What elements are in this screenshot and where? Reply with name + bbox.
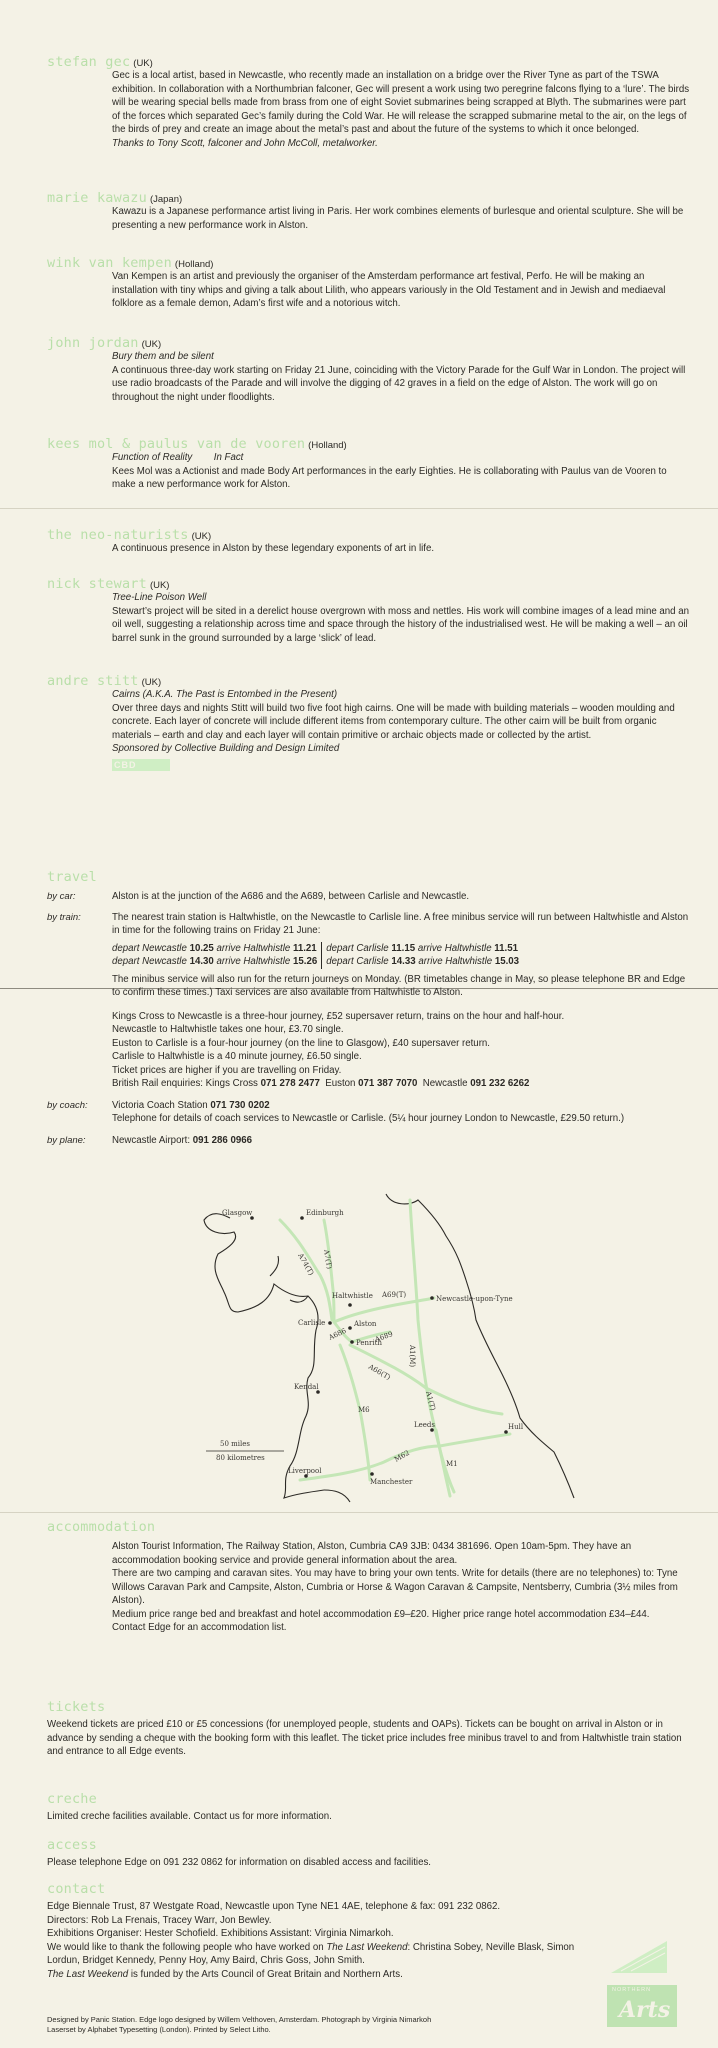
work-title: Tree-Line Poison Well — [112, 592, 207, 603]
artist-name: stefan gec — [47, 54, 131, 70]
scale-miles: 50 miles — [220, 1440, 250, 1448]
map-place-label: Newcastle-upon-Tyne — [436, 1295, 513, 1303]
work-title: Cairns (A.K.A. The Past is Entombed in the Present) — [112, 689, 338, 700]
work-title: Function of Reality In Fact — [112, 452, 244, 463]
map-scale — [206, 1440, 284, 1462]
rail-info: Ticket prices are higher if you are travelling on Friday. — [112, 1064, 342, 1076]
artist-description: Over three days and nights Stitt will build two five foot high cairns. One will be made with building materials – wooden moulding and concrete. Each layer of concrete will include different items from contemporary culture. The other cairn will be built from organic materials – earth and clay and each layer will contain primitive or archaic objects made or collected by the artist. — [112, 702, 675, 741]
artist-name: marie kawazu — [47, 190, 147, 206]
contact-heading: contact — [47, 1881, 106, 1897]
scale-km: 80 kilometres — [216, 1454, 265, 1462]
accommodation-text: Contact Edge for an accommodation list. — [112, 1622, 287, 1633]
cbd-logo: CBD — [112, 759, 170, 771]
map-place-label: Glasgow — [222, 1209, 253, 1217]
train-text: The nearest train station is Haltwhistle, on the Newcastle to Carlisle line. A free minibus service will run between Haltwhistle and Alston in time for the following trains on Friday 21 June: — [112, 911, 689, 936]
credits-line: Laserset by Alphabet Typesetting (London). Printed by Select Litho. — [47, 2025, 271, 2034]
artist-name: the neo-naturists — [47, 527, 189, 543]
map-place-label: Haltwhistle — [332, 1292, 373, 1300]
map-place-label: Leeds — [414, 1421, 436, 1429]
rail-enquiries: British Rail enquiries: Kings Cross 071 278 2477 Euston 071 387 7070 Newcastle 091 232 6262 — [112, 1078, 530, 1089]
car-label: by car: — [47, 891, 76, 902]
artist-nick-stewart — [0, 576, 718, 645]
coach-text: Telephone for details of coach services to Newcastle or Carlisle. (5¼ hour journey London to Newcastle, £29.50 return.) — [112, 1113, 625, 1124]
artist-stefan-gec — [0, 54, 718, 150]
tickets-text: Weekend tickets are priced £10 or £5 concessions (for unemployed people, students and OAPs). Tickets can be bought on arrival in Alston or in advance by sending a cheque with the booking form with this leaflet. The ticket price includes free minibus travel to and from Haltwhistle train station and entrance to all Edge events. — [47, 1719, 682, 1757]
map-place-label: Hull — [508, 1423, 524, 1431]
map-road-label: A689 — [373, 1330, 394, 1344]
artist-wink-van-kempen — [0, 255, 718, 311]
map-road-label: M62 — [393, 1448, 411, 1464]
artist-description: Kawazu is a Japanese performance artist living in Paris. Her work combines elements of burlesque and oriental sculpture. She will be presenting a new performance work in Alston. — [112, 206, 684, 231]
artist-country: (Holland) — [174, 259, 214, 270]
map-place-label: Penrith — [356, 1339, 382, 1347]
coach-label: by coach: — [47, 1099, 88, 1111]
artist-andre-stitt — [0, 673, 718, 775]
artist-country: (UK) — [133, 58, 153, 69]
accommodation-heading: accommodation — [47, 1519, 156, 1535]
contact-organisers: Exhibitions Organiser: Hester Schofield. Exhibitions Assistant: Virginia Nimarkoh. — [47, 1928, 394, 1939]
map-place-label: Manchester — [370, 1478, 413, 1486]
artist-note: Thanks to Tony Scott, falconer and John McColl, metalworker. — [112, 137, 378, 149]
artist-country: (UK) — [141, 339, 162, 350]
train-row: depart Newcastle 14.30 arrive Haltwhistle 15.26 — [112, 956, 318, 967]
map-place-label: Edinburgh — [306, 1209, 344, 1217]
map-road-label: A7(T) — [322, 1248, 334, 1270]
contact-thanks: We would like to thank the following people who have worked on The Last Weekend: Christina Sobey, Neville Blask, Simon Lordun, Bridget Kennedy, Penny Hoy, Amy Baird, Chris Goss, John Smith. — [47, 1941, 575, 1966]
road-hull — [440, 1434, 510, 1446]
access-heading: access — [47, 1837, 97, 1853]
artist-name: nick stewart — [47, 576, 147, 592]
plane-label: by plane: — [47, 1134, 86, 1146]
map-road-label: A69(T) — [382, 1291, 407, 1299]
artist-description: A continuous three-day work starting on Friday 21 June, coinciding with the Victory Parade for the Gulf War in London. The project will use radio broadcasts of the Parade and will involve the digging of 42 graves in a field on the edge of Alston. The work will go on throughout the night under floodlights. — [112, 364, 686, 403]
artist-description: A continuous presence in Alston by these legendary exponents of art in life. — [112, 543, 435, 554]
map-place-label: Liverpool — [288, 1467, 322, 1475]
train-row: depart Newcastle 10.25 arrive Haltwhistle 11.21 — [112, 942, 317, 954]
artist-description: Gec is a local artist, based in Newcastle, who recently made an installation on a bridge over the River Tyne as part of the TSWA exhibition. In collaboration with a Northumbrian falconer, Gec will present a work using two peregrine falcons flying to a ‘lure’. The birds will be wearing special bells made from brass from one of eight Soviet submarines being scrapped at Blyth. The submarines were part of the forces which separated Gec’s family during the Cold War. He will release the scrapped submarine metal to the air, on the legs of the birds of prey and create an image about the metal’s past and about the future of the systems to which it once belonged. — [112, 70, 690, 135]
map-road-label: M6 — [358, 1406, 370, 1414]
artist-kees-mol — [0, 436, 718, 492]
creche-heading: creche — [47, 1791, 97, 1807]
artist-country: (Holland) — [308, 440, 347, 451]
rail-info: Euston to Carlisle is a four-hour journey (on the line to Glasgow), £40 supersaver return. — [112, 1037, 491, 1049]
coach-station: Victoria Coach Station 071 730 0202 — [112, 1099, 270, 1111]
creche-section — [0, 1791, 718, 1822]
artist-country: (Japan) — [149, 194, 183, 205]
sponsor-note: Sponsored by Collective Building and Design Limited — [112, 743, 340, 754]
train-label: by train: — [47, 911, 81, 923]
access-text: Please telephone Edge on 091 232 0862 for information on disabled access and facilities. — [47, 1857, 431, 1868]
artist-country: (UK) — [191, 531, 212, 542]
tickets-section — [0, 1699, 718, 1757]
artist-description: Stewart’s project will be sited in a derelict house overgrown with moss and nettles. His work will combine images of a lead mine and an oil well, suggesting a relationship across time and space through the history of the industrialised west. He will be making a well – an oil barrel sunk in the ground surrounded by a large ‘slick’ of lead. — [112, 605, 690, 644]
map-road-label: A66(T) — [367, 1362, 392, 1382]
rail-info: Kings Cross to Newcastle is a three-hour journey, £52 supersaver return, trains on the hour and half-hour. — [112, 1010, 565, 1022]
map-road-label: A1(M) — [408, 1345, 416, 1368]
route-map — [200, 1180, 580, 1520]
artist-neo-naturists — [0, 527, 718, 556]
train-row: depart Carlisle 14.33 arrive Haltwhistle 15.03 — [326, 956, 520, 967]
artist-name: john jordan — [47, 335, 139, 351]
contact-funding: The Last Weekend is funded by the Arts Council of Great Britain and Northern Arts. — [47, 1968, 403, 1980]
town-labels — [222, 1209, 524, 1486]
creche-text: Limited creche facilities available. Contact us for more information. — [47, 1811, 332, 1822]
car-text: Alston is at the junction of the A686 and the A689, between Carlisle and Newcastle. — [112, 891, 470, 902]
northern-arts-logo: NORTHERN Arts — [607, 1985, 677, 2027]
artist-name: wink van kempen — [47, 255, 172, 271]
minibus-text: The minibus service will also run for the return journeys on Monday. (BR timetables change in May, so please telephone BR and Edge to confirm these times.) Taxi services are also available from Haltwhistle to Alston. — [112, 973, 686, 998]
rail-info: Newcastle to Haltwhistle takes one hour, £3.70 single. — [112, 1024, 344, 1035]
travel-heading: travel — [47, 869, 97, 885]
artist-description: Van Kempen is an artist and previously the organiser of the Amsterdam performance art festival, Perfo. He will be making an installation with tiny whips and giving a talk about Lilith, who appears variously in the Old Testament and in Jewish and mediaeval folklore as a female demon, Adam’s first wife and a notorious witch. — [112, 271, 666, 309]
map-road-label: A1(T) — [424, 1390, 437, 1412]
map-place-label: Kendal — [294, 1383, 319, 1391]
accommodation-section — [0, 1520, 718, 1635]
contact-section — [0, 1881, 718, 1980]
accommodation-text: There are two camping and caravan sites. You may have to bring your own tents. Write for details (there are no telephones) to: Tyne Willows Caravan Park and Campsite, Alston, Cumbria or Horse & Wagon Caravan & Campsite, Nentsberry, Cumbria (3½ miles from Alston). — [112, 1568, 678, 1606]
map-road-label: M1 — [446, 1460, 458, 1468]
plane-text: Newcastle Airport: 091 286 0966 — [112, 1134, 253, 1146]
map-place-label: Alston — [354, 1320, 377, 1328]
train-row: depart Carlisle 11.15 arrive Haltwhistle 11.51 — [326, 942, 519, 954]
artist-john-jordan — [0, 335, 718, 404]
fold-line — [0, 508, 718, 509]
artist-name: kees mol & paulus van de vooren — [47, 436, 306, 452]
credits — [47, 2015, 607, 2035]
artist-description: Kees Mol was a Actionist and made Body Art performances in the early Eighties. He is collaborating with Paulus van de Vooren to make a new performance work for Alston. — [112, 465, 667, 490]
tickets-heading: tickets — [47, 1699, 106, 1715]
edge-logo — [607, 1935, 671, 1975]
accommodation-text: Alston Tourist Information, The Railway Station, Alston, Cumbria CA9 3JB: 0434 381696. Open 10am-5pm. They have an accommodation booking service and provide general information about the area. — [112, 1541, 632, 1566]
map-road-label: A74(T) — [296, 1252, 316, 1277]
artist-marie-kawazu — [0, 190, 718, 232]
contact-directors: Directors: Rob La Frenais, Tracey Warr, Jon Bewley. — [47, 1914, 272, 1926]
artist-name: andre stitt — [47, 673, 139, 689]
travel-section — [0, 870, 718, 1147]
artist-country: (UK) — [141, 677, 162, 688]
access-section — [0, 1837, 718, 1868]
artist-country: (UK) — [149, 580, 170, 591]
accommodation-text: Medium price range bed and breakfast and hotel accommodation £9–£20. Higher price range hotel accommodation £34–£44. — [112, 1608, 650, 1620]
credits-line: Designed by Panic Station. Edge logo designed by Willem Velthoven, Amsterdam. Photograph by Virginia Nimarkoh — [47, 2015, 432, 2024]
train-times-table — [112, 942, 718, 969]
work-title: Bury them and be silent — [112, 351, 214, 362]
map-place-label: Carlisle — [298, 1319, 326, 1327]
town-dots — [250, 1216, 508, 1478]
contact-address: Edge Biennale Trust, 87 Westgate Road, Newcastle upon Tyne NE1 4AE, telephone & fax: 091 232 0862. — [47, 1901, 501, 1912]
map-road-label: A686 — [327, 1326, 348, 1342]
rail-info: Carlisle to Haltwhistle is a 40 minute journey, £6.50 single. — [112, 1051, 362, 1062]
